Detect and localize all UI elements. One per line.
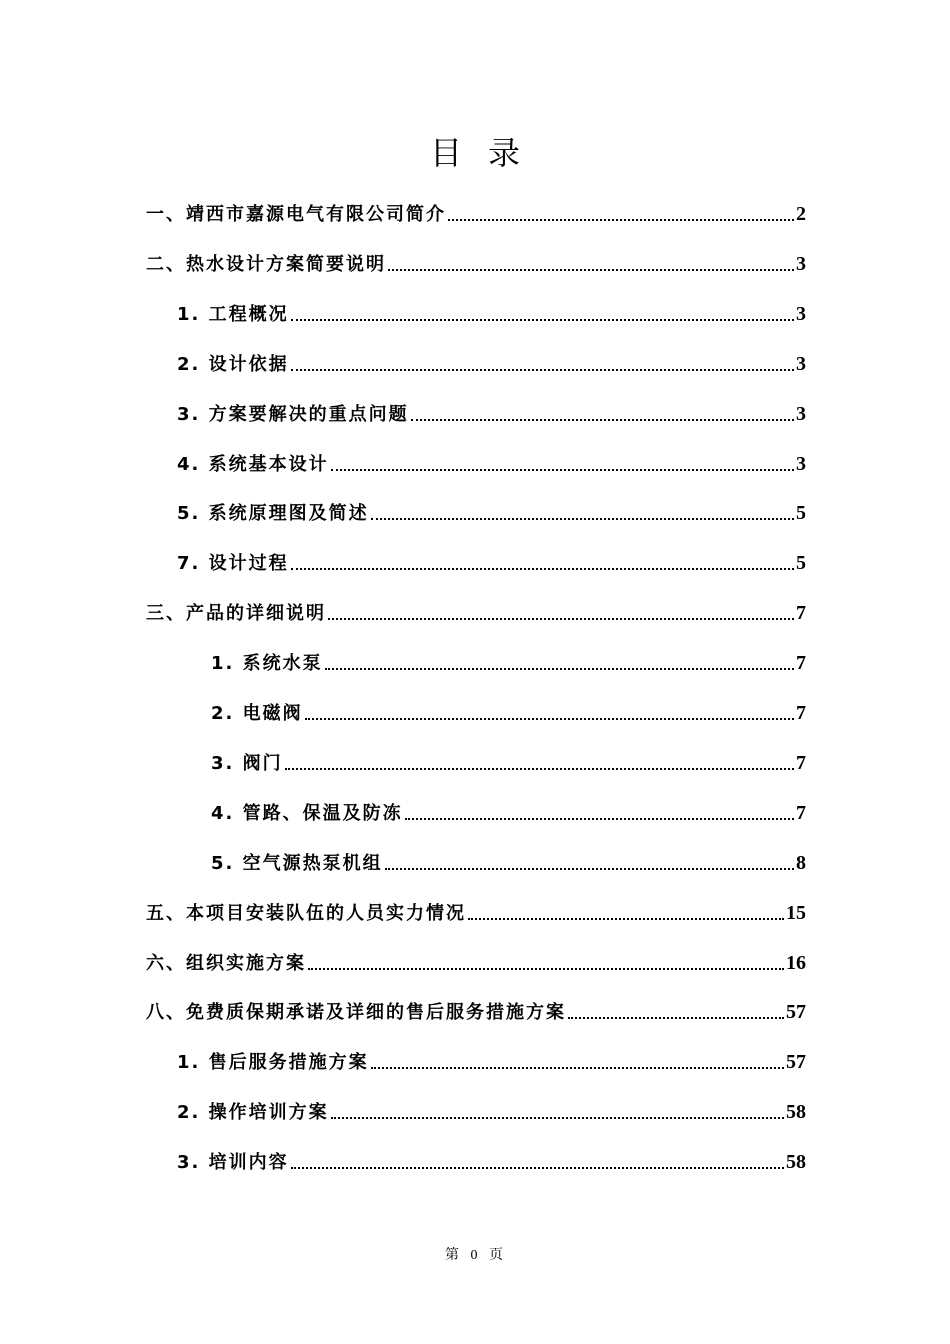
- toc-entry[interactable]: [146, 945, 806, 975]
- toc-entry-page-number: 7: [796, 652, 806, 675]
- toc-dot-leader: [411, 419, 794, 421]
- toc-entry-page-number: 57: [786, 1051, 806, 1074]
- toc-entry-label: 三、产品的详细说明: [146, 603, 326, 625]
- toc-entry[interactable]: [211, 845, 806, 875]
- toc-entry[interactable]: [146, 196, 806, 226]
- toc-entry[interactable]: [177, 396, 806, 426]
- toc-entry[interactable]: [211, 695, 806, 725]
- toc-entry-page-number: 58: [786, 1151, 806, 1174]
- toc-entry-label: 4. 系统基本设计: [177, 453, 329, 475]
- toc-entry-page-number: 8: [796, 851, 806, 874]
- footer-prefix: 第: [445, 1248, 461, 1263]
- toc-entry-label: 3. 培训内容: [177, 1152, 289, 1174]
- toc-entry-label: 2. 操作培训方案: [177, 1102, 329, 1124]
- toc-entry-label: 4. 管路、保温及防冻: [211, 802, 403, 824]
- toc-dot-leader: [328, 618, 794, 620]
- toc-entry-page-number: 7: [796, 801, 806, 824]
- page-footer: [0, 1244, 950, 1264]
- toc-entry[interactable]: [177, 1144, 806, 1174]
- toc-entry[interactable]: [177, 545, 806, 575]
- toc-entry-page-number: 5: [796, 502, 806, 525]
- toc-entry-label: 五、本项目安装队伍的人员实力情况: [146, 902, 466, 924]
- toc-entry-page-number: 3: [796, 402, 806, 425]
- toc-dot-leader: [371, 1067, 784, 1069]
- toc-entry-page-number: 3: [796, 302, 806, 325]
- toc-entry[interactable]: [177, 1094, 806, 1124]
- page-title: 目录: [429, 134, 546, 172]
- toc-entry-page-number: 3: [796, 252, 806, 275]
- toc-dot-leader: [291, 319, 794, 321]
- toc-entry-label: 一、靖西市嘉源电气有限公司简介: [146, 204, 446, 225]
- toc-dot-leader: [371, 518, 794, 520]
- toc-dot-leader: [388, 269, 794, 271]
- toc-entry-page-number: 2: [796, 203, 806, 225]
- toc-dot-leader: [285, 768, 794, 770]
- toc-entry-label: 2. 电磁阀: [211, 703, 303, 724]
- toc-entry[interactable]: [211, 745, 806, 775]
- toc-entry[interactable]: [177, 296, 806, 326]
- toc-entry-page-number: 15: [786, 901, 806, 924]
- toc-dot-leader: [325, 668, 794, 670]
- toc-entry[interactable]: [211, 645, 806, 675]
- toc-dot-leader: [331, 1117, 784, 1119]
- toc-dot-leader: [568, 1017, 784, 1019]
- toc-dot-leader: [468, 918, 784, 920]
- toc-dot-leader: [291, 568, 794, 570]
- toc-entry-label: 3. 方案要解决的重点问题: [177, 403, 409, 425]
- toc-entry-label: 1. 售后服务措施方案: [177, 1052, 369, 1074]
- toc-entry-page-number: 3: [796, 352, 806, 375]
- toc-entry[interactable]: [146, 895, 806, 925]
- toc-entry[interactable]: [177, 346, 806, 376]
- toc-entry-label: 5. 系统原理图及简述: [177, 503, 369, 525]
- toc-dot-leader: [405, 818, 794, 820]
- toc-entry-page-number: 16: [786, 951, 806, 974]
- toc-entry[interactable]: [177, 446, 806, 476]
- toc-entry-label: 2. 设计依据: [177, 353, 289, 375]
- toc-entry-page-number: 5: [796, 552, 806, 575]
- toc-entry-page-number: 7: [796, 751, 806, 774]
- toc-dot-leader: [291, 369, 794, 371]
- toc-dot-leader: [308, 968, 784, 970]
- toc-entry-label: 六、组织实施方案: [146, 952, 306, 974]
- toc-dot-leader: [385, 868, 794, 870]
- toc-entry[interactable]: [146, 246, 806, 276]
- toc-dot-leader: [331, 469, 794, 471]
- toc-entry[interactable]: [146, 994, 806, 1024]
- toc-entry[interactable]: [177, 495, 806, 525]
- toc-entry-label: 1. 工程概况: [177, 303, 289, 325]
- toc-entry[interactable]: [211, 795, 806, 825]
- footer-suffix: 页: [489, 1248, 505, 1263]
- toc-entry-page-number: 7: [796, 702, 806, 724]
- toc-entry-label: 7. 设计过程: [177, 553, 289, 575]
- toc-entry-label: 1. 系统水泵: [211, 653, 323, 675]
- toc-entry[interactable]: [177, 1044, 806, 1074]
- toc-entry-page-number: 58: [786, 1101, 806, 1124]
- toc-entry-page-number: 7: [796, 602, 806, 625]
- toc-entry[interactable]: [146, 595, 806, 625]
- toc-entry-label: 5. 空气源热泵机组: [211, 852, 383, 874]
- toc-dot-leader: [448, 219, 794, 221]
- toc-entry-page-number: 57: [786, 1001, 806, 1024]
- toc-dot-leader: [305, 718, 794, 720]
- toc-entry-page-number: 3: [796, 452, 806, 475]
- footer-page-number: 0: [470, 1248, 480, 1263]
- toc-entry-label: 八、免费质保期承诺及详细的售后服务措施方案: [146, 1002, 566, 1024]
- toc-dot-leader: [291, 1167, 784, 1169]
- toc-entry-label: 二、热水设计方案简要说明: [146, 253, 386, 275]
- toc-entry-label: 3. 阀门: [211, 752, 283, 774]
